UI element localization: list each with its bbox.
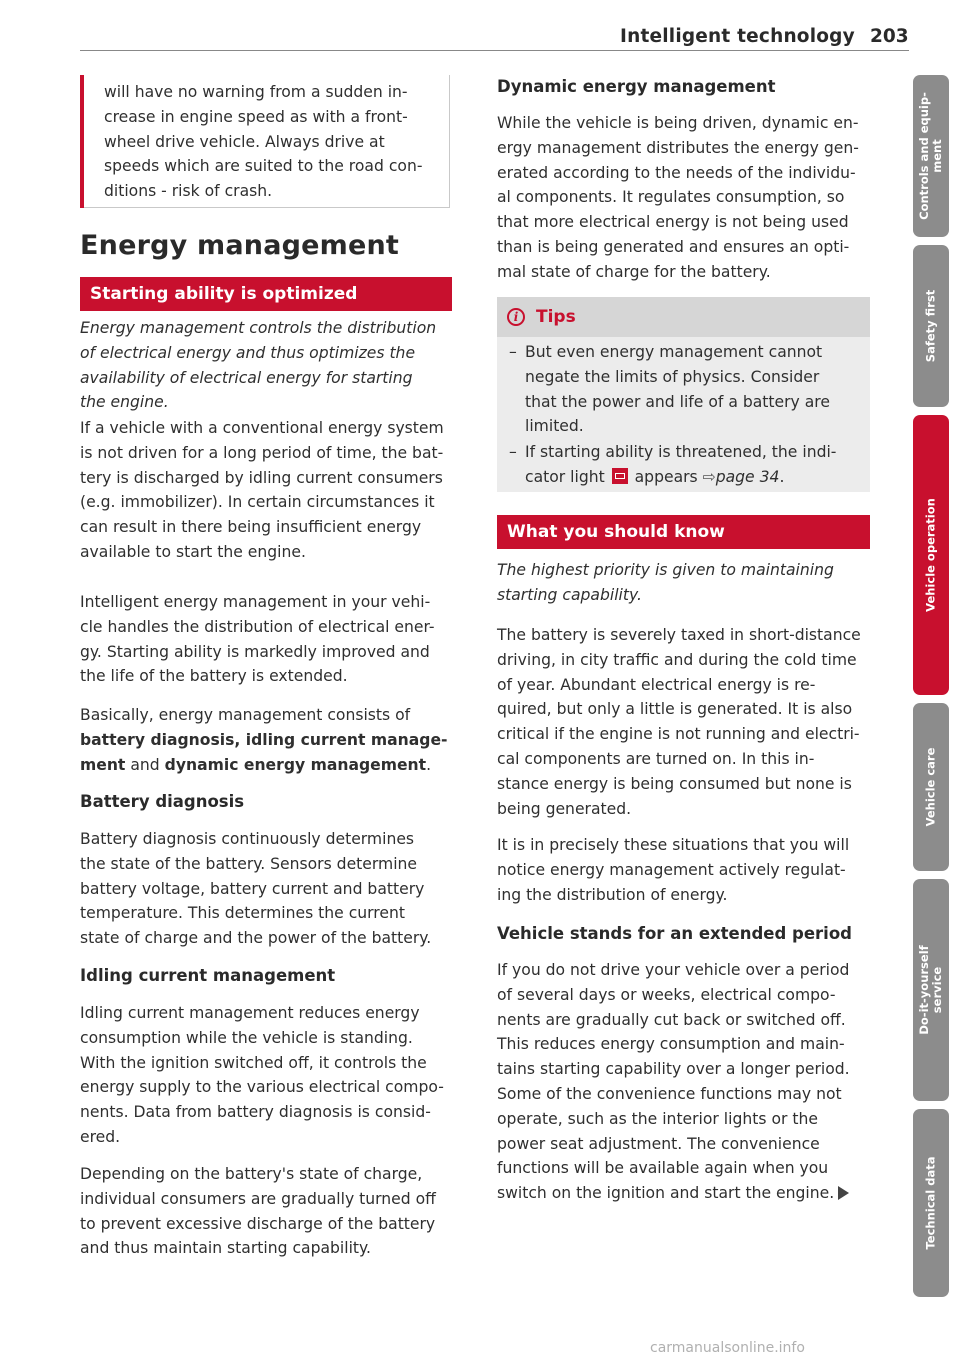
paragraph-depending: Depending on the battery's state of charge, individual consumers are gradually turned off to prevent excessive discharge of the battery and thus maintain starting capability. [80, 1165, 436, 1258]
paragraph-components: Basically, energy management consists of battery diagnosis, idling current manage- ment and dynamic energy management. [80, 706, 448, 774]
tips-title: Tips [536, 307, 576, 327]
heading-vehicle-stands: Vehicle stands for an extended period [497, 924, 852, 943]
side-tab-technical-data[interactable]: Technical data [913, 1109, 949, 1297]
paragraph-situations: It is in precisely these situations that you will notice energy management actively regulat- ing the distribution of energy. [497, 836, 850, 904]
page-reference-link[interactable]: ⇨page 34 [702, 467, 780, 486]
tip-item-indicator: – If starting ability is threatened, the indi- cator light appears ⇨page 34. [509, 443, 837, 486]
heading-dynamic-energy: Dynamic energy management [497, 77, 776, 96]
paragraph-battery-taxed: The battery is severely taxed in short-distance driving, in city traffic and during the cold time of year. Abundant electrical energy is re- quired, but only a little is generated. It is also critical if the engine is not running and electri- cal components are turned on. In this in- stance energy is being consumed but none is being generated. [497, 626, 861, 818]
side-tab-do-it-yourself[interactable]: Do-it-yourself service [913, 879, 949, 1101]
paragraph-dynamic-energy: While the vehicle is being driven, dynamic en- ergy management distributes the energy gen- erated according to the needs of the individu- al components. It regulates consumption, so that more electrical energy is not being used than is being generated and ensures an opti- mal state of charge for the battery. [497, 114, 859, 281]
heading-idling-current: Idling current management [80, 966, 336, 985]
battery-warning-icon [612, 468, 628, 484]
warning-accent-bar [80, 75, 84, 208]
heading-battery-diagnosis: Battery diagnosis [80, 792, 245, 811]
info-icon: i [507, 308, 525, 326]
banner-what-to-know: What you should know [497, 515, 870, 549]
warning-text: will have no warning from a sudden in- crease in engine speed as with a front- wheel drive vehicle. Always drive at speeds which are suited to the road con- ditions - risk of crash. [104, 83, 423, 201]
banner-starting-ability: Starting ability is optimized [80, 277, 452, 311]
paragraph-vehicle-stands: If you do not drive your vehicle over a period of several days or weeks, electrical compo- nents are gradually cut back or switched off. This reduces energy consumption and main- tains starting capability over a longer period. Some of the convenience functions may not operate, such as the interior lights or the power seat adjustment. The convenience functions will be available again when you switch on the ignition and start the engine. [497, 961, 850, 1203]
watermark: carmanualsonline.info [650, 1340, 805, 1356]
intro-what-to-know: The highest priority is given to maintaining starting capability. [497, 561, 834, 604]
side-tab-vehicle-operation[interactable]: Vehicle operation [913, 415, 949, 695]
side-tab-vehicle-care[interactable]: Vehicle care [913, 703, 949, 871]
paragraph-intelligent-management: Intelligent energy management in your vehi- cle handles the distribution of electrical ener- gy. Starting ability is markedly improved and the life of the battery is extended. [80, 593, 435, 686]
side-tab-controls[interactable]: Controls and equip- ment [913, 75, 949, 237]
section-title: Energy management [80, 230, 400, 261]
continue-arrow-icon [838, 1186, 849, 1200]
running-header-title: Intelligent technology [620, 26, 855, 47]
paragraph-conventional-system: If a vehicle with a conventional energy system is not driven for a long period of time, the bat- tery is discharged by idling current consumers (e.g. immobilizer). In certain circumstances it can result in there being insufficient energy available to start the engine. [80, 419, 444, 561]
side-tab-safety[interactable]: Safety first [913, 245, 949, 407]
tip-item-physics: – But even energy management cannot negate the limits of physics. Consider that the power and life of a battery are limited. [509, 343, 830, 436]
paragraph-idling-current: Idling current management reduces energy consumption while the vehicle is standing. With the ignition switched off, it controls the energy supply to the various electrical compo- nents. Data from battery diagnosis is consid- ered. [80, 1004, 444, 1146]
page-number: 203 [870, 26, 909, 47]
intro-paragraph: Energy management controls the distribution of electrical energy and thus optimizes the availability of electrical energy for starting the engine. [80, 319, 437, 412]
paragraph-battery-diagnosis: Battery diagnosis continuously determines the state of the battery. Sensors determine battery voltage, battery current and battery temperature. This determines the current state of charge and the power of the battery. [80, 830, 432, 948]
header-rule [80, 50, 909, 51]
